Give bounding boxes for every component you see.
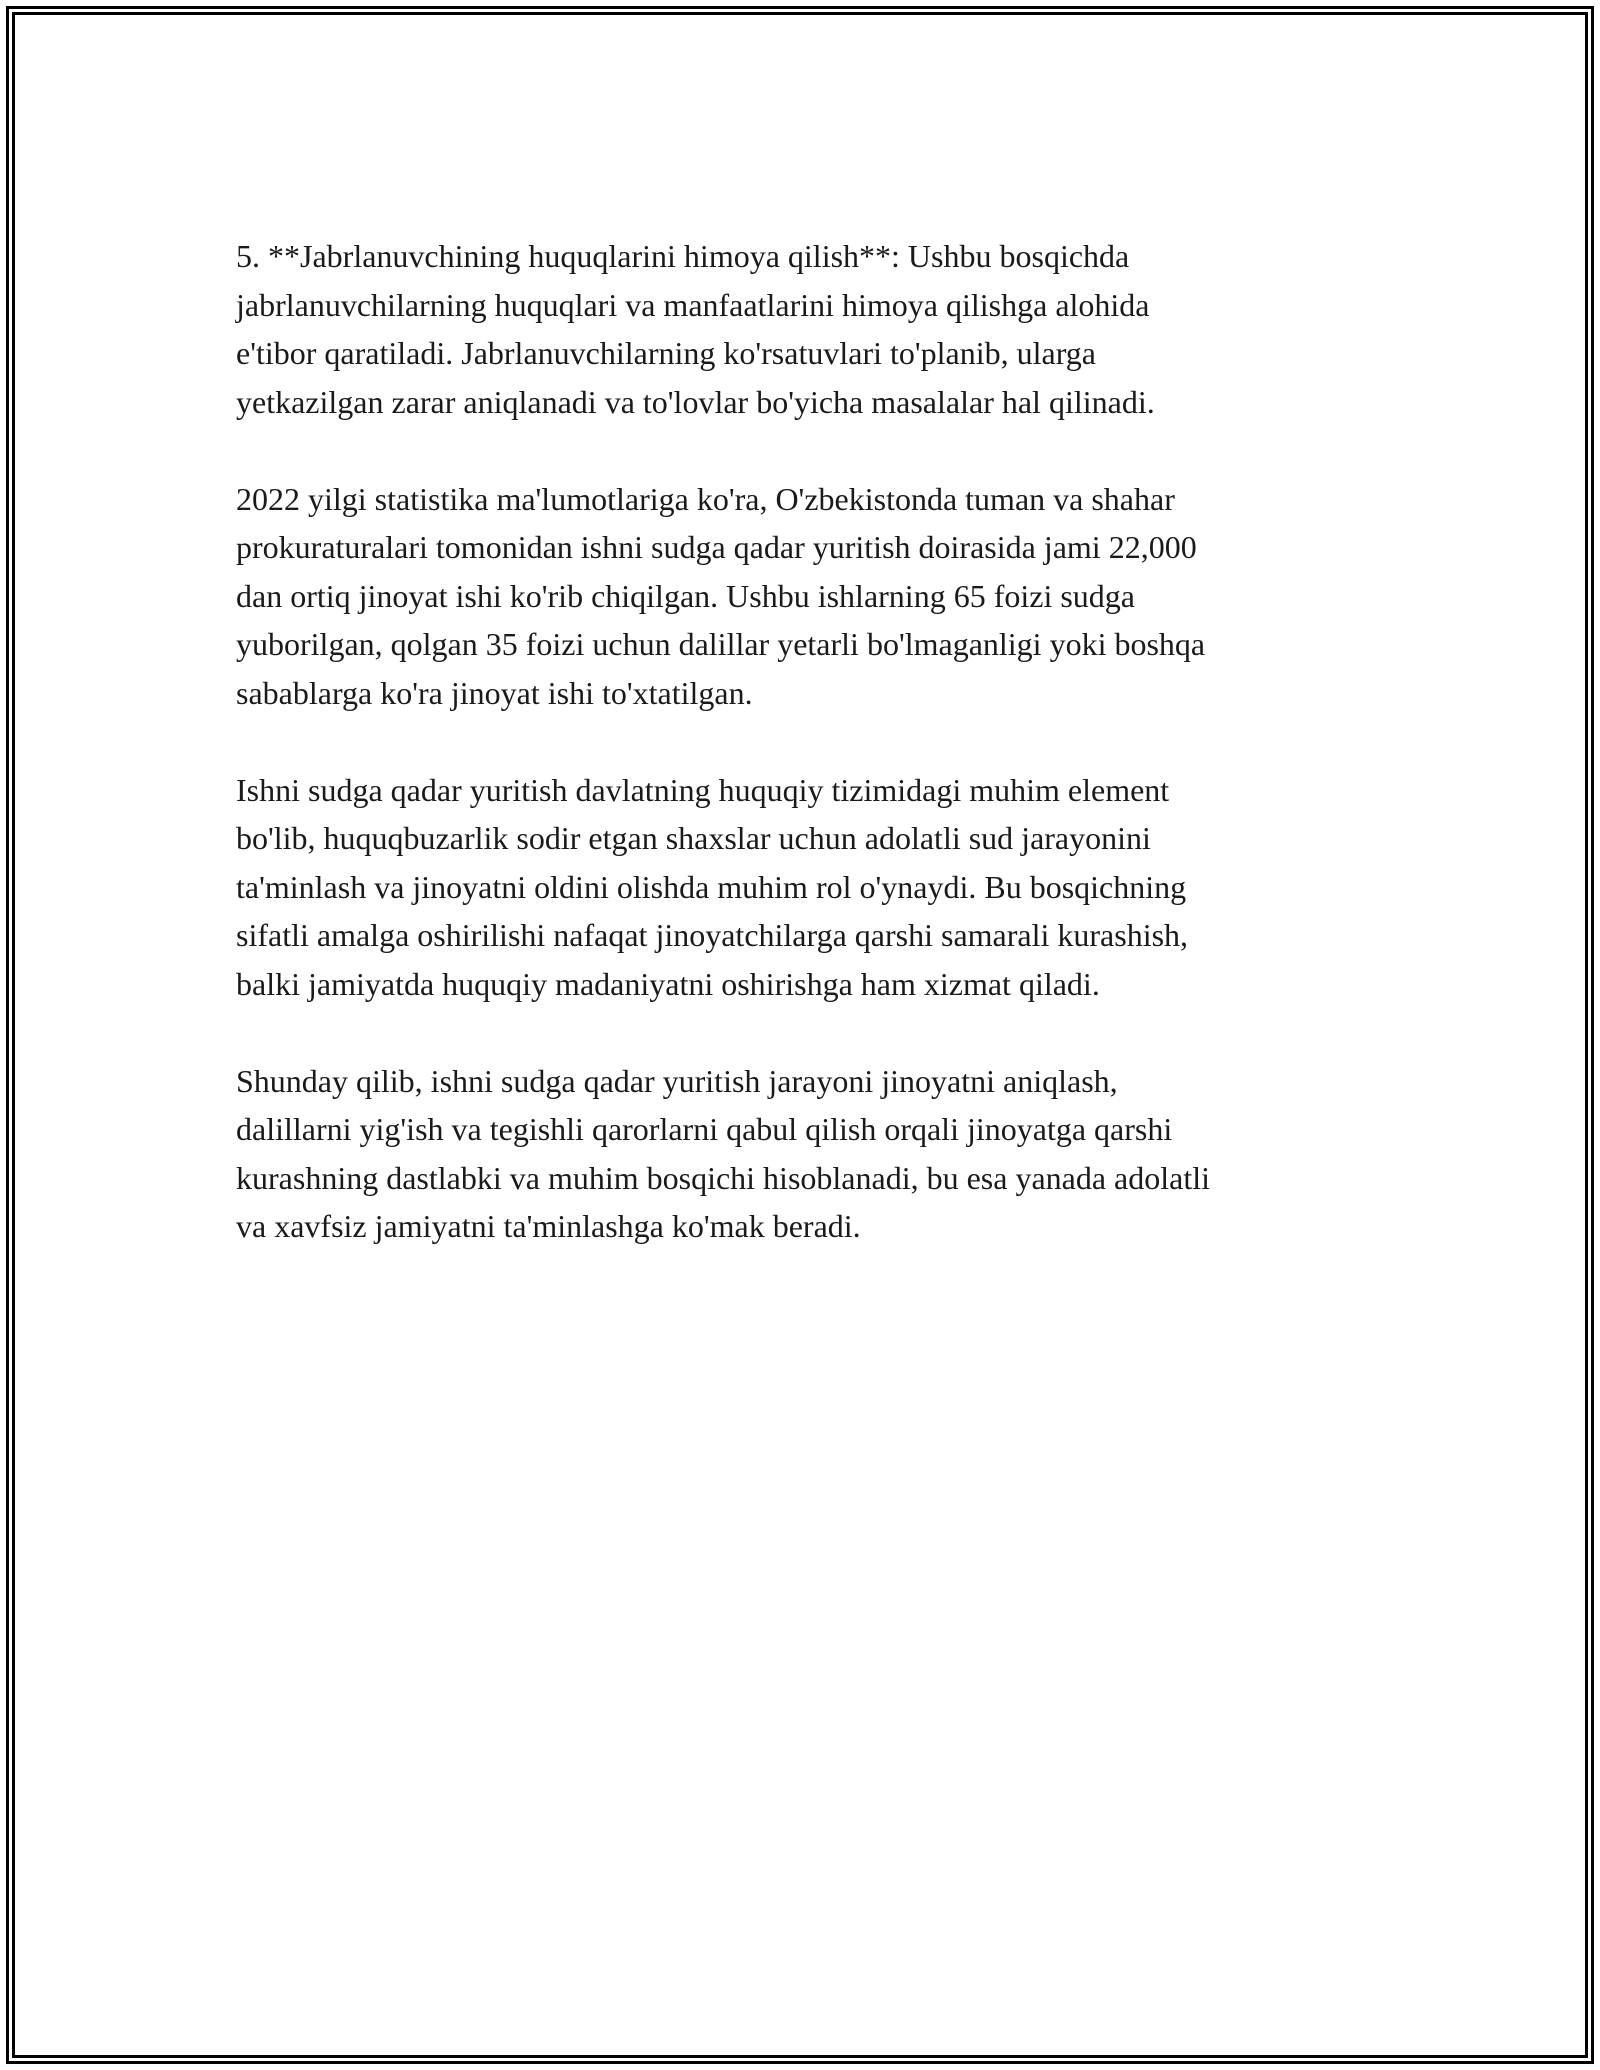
text-line: Shunday qilib, ishni sudga qadar yuritish jarayoni jinoyatni aniqlash, (236, 1062, 1118, 1099)
paragraph-importance (236, 766, 1368, 1009)
text-line: yuborilgan, qolgan 35 foizi uchun dalillar yetarli bo'lmaganligi yoki boshqa (236, 626, 1206, 662)
text-line: e'tibor qaratiladi. Jabrlanuvchilarning ko'rsatuvlari to'planib, ularga (236, 335, 1096, 371)
document-body (236, 232, 1368, 1299)
text-line: yetkazilgan zarar aniqlanadi va to'lovlar bo'yicha masalalar hal qilinadi. (236, 383, 1155, 420)
text-line: Ishni sudga qadar yuritish davlatning huquqiy tizimidagi muhim element (236, 771, 1170, 808)
text-line: bo'lib, huquqbuzarlik sodir etgan shaxslar uchun adolatli sud jarayonini (236, 820, 1151, 856)
text-line: dan ortiq jinoyat ishi ko'rib chiqilgan. Ushbu ishlarning 65 foizi sudga (236, 577, 1135, 614)
text-line: 5. **Jabrlanuvchining huquqlarini himoya qilish**: Ushbu bosqichda (236, 238, 1130, 274)
text-line: jabrlanuvchilarning huquqlari va manfaatlarini himoya qilishga alohida (236, 286, 1150, 323)
text-line: sabablarga ko'ra jinoyat ishi to'xtatilgan. (236, 674, 753, 711)
text-line: dalillarni yig'ish va tegishli qarorlarni qabul qilish orqali jinoyatga qarshi (236, 1111, 1173, 1147)
text-line: ta'minlash va jinoyatni oldini olishda muhim rol o'ynaydi. Bu bosqichning (236, 868, 1187, 905)
text-line: sifatli amalga oshirilishi nafaqat jinoyatchilarga qarshi samarali kurashish, (236, 917, 1189, 953)
text-line: balki jamiyatda huquqiy madaniyatni oshirishga ham xizmat qiladi. (236, 965, 1100, 1002)
text-line: 2022 yilgi statistika ma'lumotlariga ko'ra, O'zbekistonda tuman va shahar (236, 480, 1175, 517)
text-line: prokuraturalari tomonidan ishni sudga qadar yuritish doirasida jami 22,000 (236, 529, 1197, 565)
paragraph-conclusion (236, 1057, 1368, 1251)
paragraph-victim-rights (236, 232, 1368, 426)
text-line: kurashning dastlabki va muhim bosqichi hisoblanadi, bu esa yanada adolatli (236, 1159, 1211, 1196)
paragraph-statistics (236, 475, 1368, 718)
text-line: va xavfsiz jamiyatni ta'minlashga ko'mak beradi. (236, 1208, 861, 1244)
